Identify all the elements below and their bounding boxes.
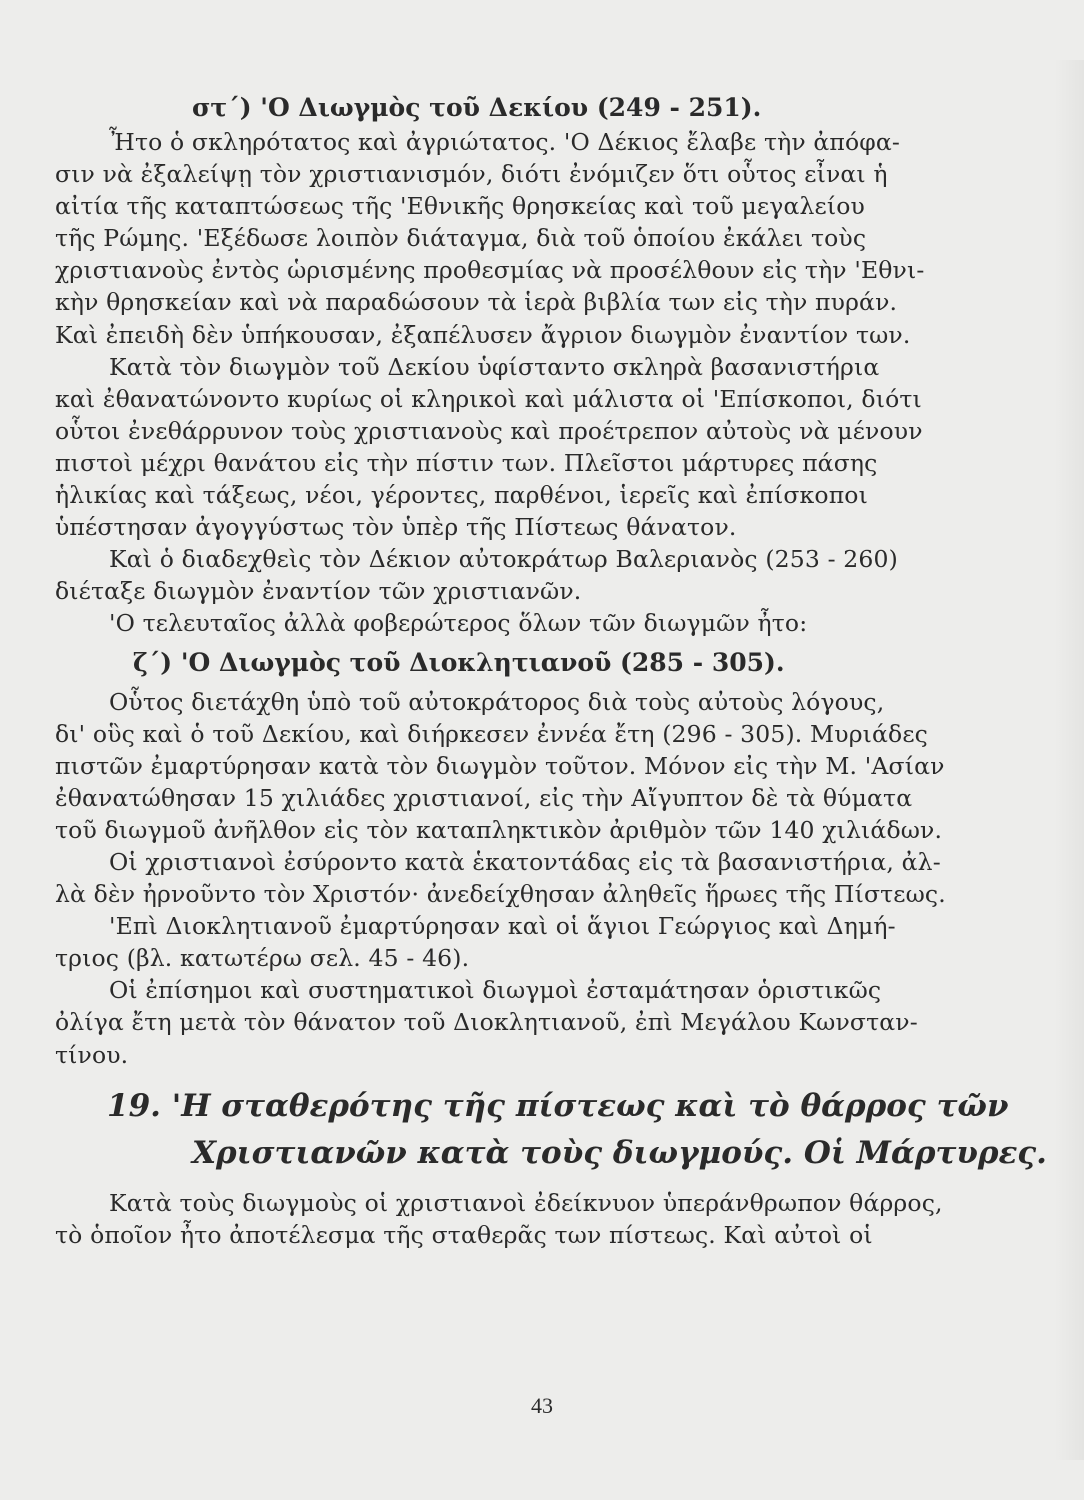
text-line: αἰτία τῆς καταπτώσεως τῆς 'Εθνικῆς θρησκείας καὶ τοῦ μεγαλείου	[55, 192, 865, 221]
paragraph-martyrs	[55, 1187, 943, 1251]
text-line: διέταξε διωγμὸν ἐναντίον τῶν χριστιανῶν.	[55, 577, 582, 606]
text-line: Οἱ ἐπίσημοι καὶ συστηματικοὶ διωγμοὶ ἐσταμάτησαν ὁριστικῶς	[109, 976, 882, 1005]
text-line: 'Ο τελευταῖος ἀλλὰ φοβερώτερος ὅλων τῶν διωγμῶν ἦτο:	[109, 609, 808, 638]
text-line: σιν νὰ ἐξαλείψῃ τὸν χριστιανισμόν, διότι ἐνόμιζεν ὅτι οὗτος εἶναι ἡ	[55, 160, 888, 189]
text-line: δι' οὓς καὶ ὁ τοῦ Δεκίου, καὶ διήρκεσεν ἐννέα ἔτη (296 - 305). Μυριάδες	[55, 719, 928, 748]
paragraph-diocletian-2	[55, 846, 946, 910]
text-line: τοῦ διωγμοῦ ἀνῆλθον εἰς τὸν καταπληκτικὸν ἀριθμὸν τῶν 140 χιλιάδων.	[55, 815, 943, 844]
text-line: τὸ ὁποῖον ἦτο ἀποτέλεσμα τῆς σταθερᾶς των πίστεως. Καὶ αὐτοὶ οἱ	[55, 1220, 873, 1249]
heading-persecution-decius: στ΄) 'Ο Διωγμὸς τοῦ Δεκίου (249 - 251).	[192, 93, 762, 122]
text-line: Κατὰ τὸν διωγμὸν τοῦ Δεκίου ὑφίσταντο σκληρὰ βασανιστήρια	[109, 352, 880, 381]
text-line: Ἦτο ὁ σκληρότατος καὶ ἀγριώτατος. 'Ο Δέκιος ἔλαβε τὴν ἀπόφα-	[109, 128, 901, 156]
paragraph-decius-1	[55, 126, 925, 351]
text-line: τίνου.	[55, 1040, 129, 1069]
paragraph-decius-2	[55, 351, 923, 544]
scan-edge-shadow	[1054, 60, 1084, 1460]
text-line: καὶ ἐθανατώνοντο κυρίως οἱ κληρικοὶ καὶ μάλιστα οἱ 'Επίσκοποι, διότι	[55, 384, 922, 413]
text-line: Οὗτος διετάχθη ὑπὸ τοῦ αὐτοκράτορος διὰ τοὺς αὐτοὺς λόγους,	[109, 687, 885, 716]
text-line: πιστοὶ μέχρι θανάτου εἰς τὴν πίστιν των. Πλεῖστοι μάρτυρες πάσης	[55, 448, 878, 477]
text-line: Καὶ ἐπειδὴ δὲν ὑπήκουσαν, ἐξαπέλυσεν ἄγριον διωγμὸν ἐναντίον των.	[55, 320, 911, 349]
text-line: κὴν θρησκείαν καὶ νὰ παραδώσουν τὰ ἱερὰ βιβλία των εἰς τὴν πυράν.	[55, 288, 898, 317]
text-line: ὀλίγα ἔτη μετὰ τὸν θάνατον τοῦ Διοκλητιανοῦ, ἐπὶ Μεγάλου Κωνσταν-	[55, 1008, 918, 1037]
section-title-line-2: Χριστιανῶν κατὰ τοὺς διωγμούς. Οἱ Μάρτυρες.	[192, 1134, 1047, 1171]
text-line: τριος (βλ. κατωτέρω σελ. 45 - 46).	[55, 944, 470, 973]
section-title-line-1: 19. 'Η σταθερότης τῆς πίστεως καὶ τὸ θάρρος τῶν	[107, 1087, 1009, 1124]
text-line: Καὶ ὁ διαδεχθεὶς τὸν Δέκιον αὐτοκράτωρ Βαλεριανὸς (253 - 260)	[109, 545, 898, 574]
page-number: 43	[531, 1393, 553, 1418]
text-line: ἐθανατώθησαν 15 χιλιάδες χριστιανοί, εἰς τὴν Αἴγυπτον δὲ τὰ θύματα	[55, 783, 913, 812]
paragraph-diocletian-3	[55, 910, 904, 974]
text-line: οὗτοι ἐνεθάρρυνον τοὺς χριστιανοὺς καὶ προέτρεπον αὐτοὺς νὰ μένουν	[55, 416, 923, 445]
text-line: Οἱ χριστιανοὶ ἐσύροντο κατὰ ἑκατοντάδας εἰς τὰ βασανιστήρια, ἀλ-	[109, 847, 941, 876]
text-line: Κατὰ τοὺς διωγμοὺς οἱ χριστιανοὶ ἐδείκνυον ὑπεράνθρωπον θάρρος,	[109, 1188, 943, 1217]
text-line: πιστῶν ἐμαρτύρησαν κατὰ τὸν διωγμὸν τοῦτον. Μόνον εἰς τὴν Μ. 'Ασίαν	[55, 751, 945, 780]
text-line: 'Επὶ Διοκλητιανοῦ ἐμαρτύρησαν καὶ οἱ ἅγιοι Γεώργιος καὶ Δημή-	[109, 912, 896, 941]
text-line: χριστιανοὺς ἐντὸς ὡρισμένης προθεσμίας νὰ προσέλθουν εἰς τὴν 'Εθνι-	[55, 256, 925, 285]
text-line: τῆς Ρώμης. 'Εξέδωσε λοιπὸν διάταγμα, διὰ τοῦ ὁποίου ἐκάλει τοὺς	[55, 224, 867, 253]
text-line: ἡλικίας καὶ τάξεως, νέοι, γέροντες, παρθένοι, ἱερεῖς καὶ ἐπίσκοποι	[55, 481, 868, 510]
paragraph-last-persecution	[55, 607, 904, 639]
text-line: λὰ δὲν ἠρνοῦντο τὸν Χριστόν· ἀνεδείχθησαν ἀληθεῖς ἥρωες τῆς Πίστεως.	[55, 880, 946, 909]
text-line: ὑπέστησαν ἀγογγύστως τὸν ὑπὲρ τῆς Πίστεως θάνατον.	[55, 513, 737, 542]
paragraph-diocletian-4	[55, 974, 918, 1070]
heading-persecution-diocletian: ζ΄) 'Ο Διωγμὸς τοῦ Διοκλητιανοῦ (285 - 305).	[133, 647, 785, 677]
paragraph-diocletian-1	[55, 686, 945, 846]
paragraph-valerian	[55, 543, 904, 607]
